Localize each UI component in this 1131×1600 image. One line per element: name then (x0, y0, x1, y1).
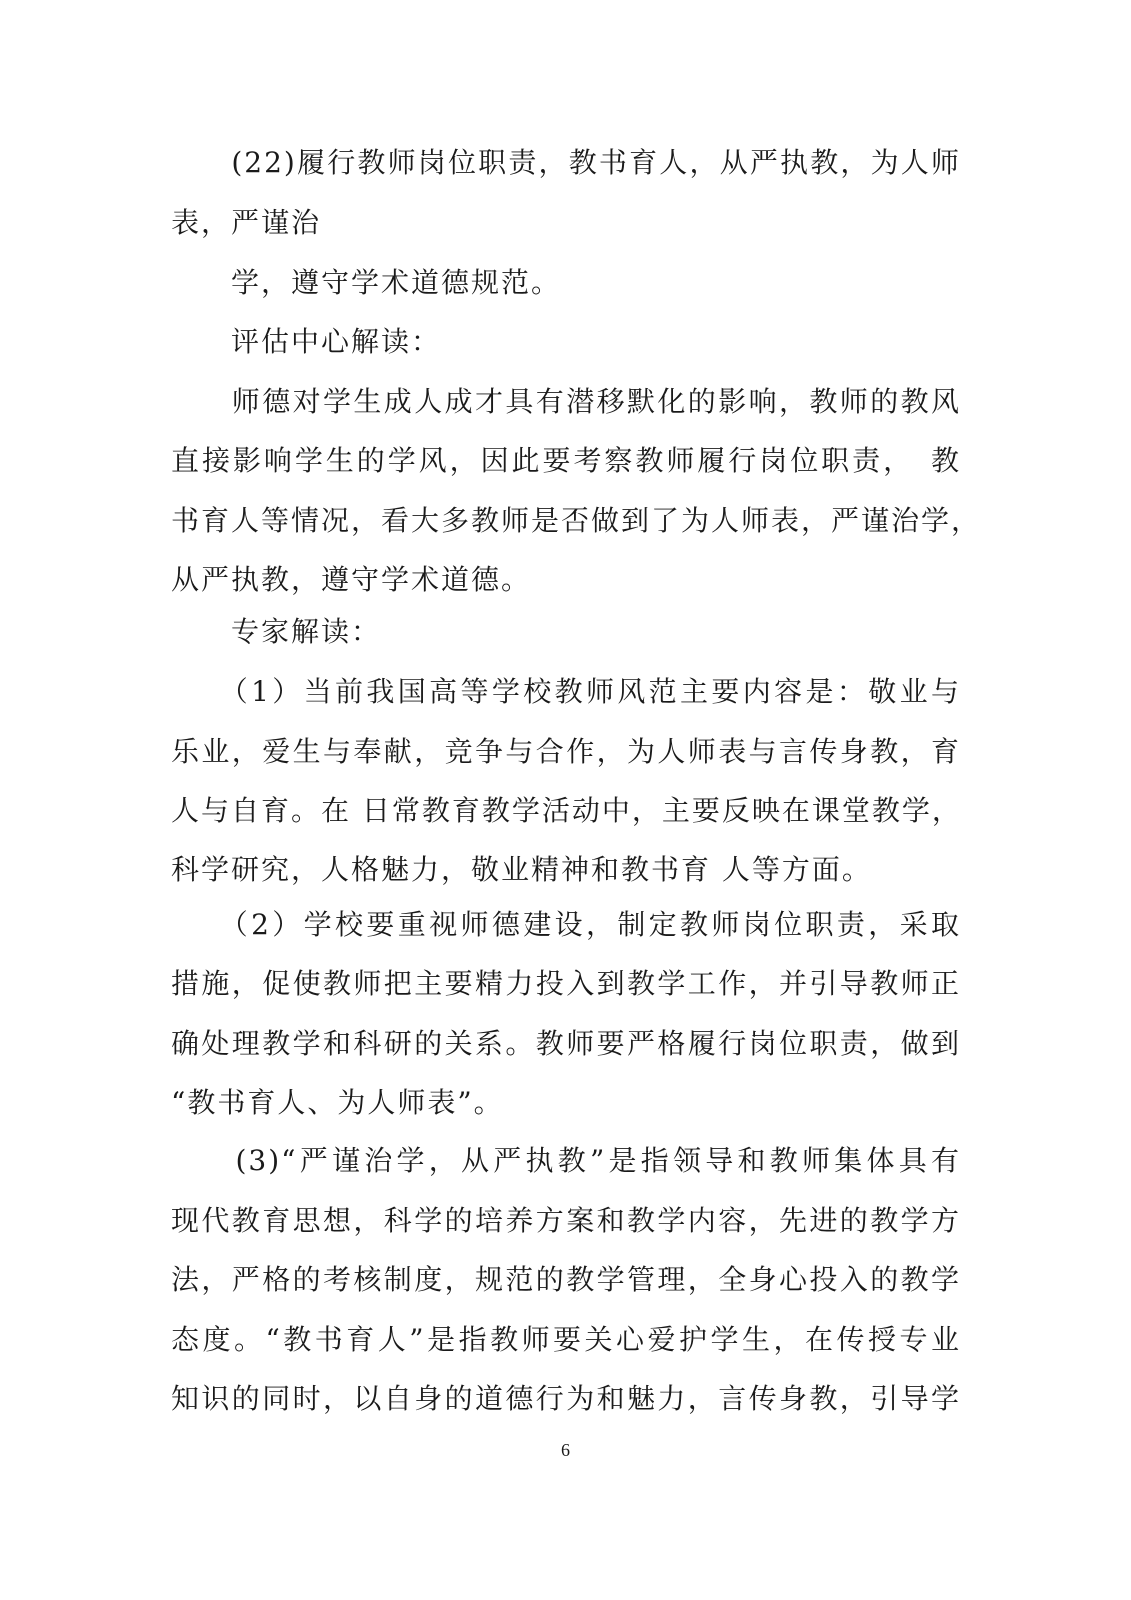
text-line-10: （1）当前我国高等学校教师风范主要内容是：敬业与 (171, 675, 961, 708)
text-line-8: 从严执教，遵守学术道德。 (171, 563, 532, 596)
text-line-21: 态度。“教书育人”是指教师要关心爱护学生，在传授专业 (171, 1323, 961, 1356)
text-line-4: 评估中心解读： (171, 325, 442, 358)
text-line-3: 学，遵守学术道德规范。 (171, 266, 562, 299)
text-line-17: “教书育人、为人师表”。 (171, 1086, 504, 1119)
text-line-9: 专家解读： (171, 615, 382, 648)
text-line-19: 现代教育思想，科学的培养方案和教学内容，先进的教学方 (171, 1204, 961, 1237)
text-line-13: 科学研究，人格魅力，敬业精神和教书育 人等方面。 (171, 853, 872, 886)
text-line-2: 表，严谨治 (171, 206, 322, 239)
text-line-6: 直接影响学生的学风，因此要考察教师履行岗位职责， 教 (171, 444, 961, 477)
text-line-22: 知识的同时，以自身的道德行为和魅力，言传身教，引导学 (171, 1382, 961, 1415)
text-line-12: 人与自育。在 日常教育教学活动中，主要反映在课堂教学， (171, 794, 962, 827)
text-line-7: 书育人等情况，看大多教师是否做到了为人师表，严谨治学， (171, 504, 982, 537)
page-number: 6 (561, 1440, 570, 1460)
text-line-14: （2）学校要重视师德建设，制定教师岗位职责，采取 (171, 908, 961, 941)
text-line-15: 措施，促使教师把主要精力投入到教学工作，并引导教师正 (171, 967, 961, 1000)
text-line-5: 师德对学生成人成才具有潜移默化的影响，教师的教风 (171, 385, 961, 418)
text-line-18: (3)“严谨治学，从严执教”是指领导和教师集体具有 (171, 1144, 961, 1177)
text-line-11: 乐业，爱生与奉献，竞争与合作，为人师表与言传身教，育 (171, 735, 961, 768)
text-line-20: 法，严格的考核制度，规范的教学管理，全身心投入的教学 (171, 1263, 961, 1296)
text-line-1: (22)履行教师岗位职责，教书育人，从严执教，为人师 (171, 146, 961, 179)
text-line-16: 确处理教学和科研的关系。教师要严格履行岗位职责，做到 (171, 1027, 961, 1060)
